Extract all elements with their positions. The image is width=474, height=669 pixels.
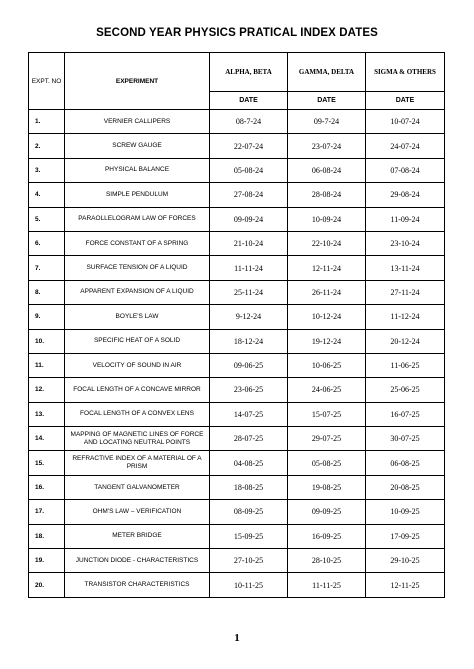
date-alpha-beta: 23-06-25	[210, 378, 288, 402]
practical-index-table	[28, 52, 445, 598]
date-gamma-delta: 22-10-24	[288, 231, 366, 255]
date-sigma-others: 06-08-25	[366, 451, 445, 475]
experiment-name: SCREW GAUGE	[65, 134, 210, 158]
table-row	[29, 378, 445, 402]
date-alpha-beta: 21-10-24	[210, 231, 288, 255]
table-row	[29, 524, 445, 548]
date-gamma-delta: 26-11-24	[288, 280, 366, 304]
expt-number: 9.	[29, 305, 65, 329]
page-title: SECOND YEAR PHYSICS PRATICAL INDEX DATES	[96, 27, 378, 39]
date-gamma-delta: 09-09-25	[288, 500, 366, 524]
page-number: 1	[234, 632, 240, 644]
table-row	[29, 110, 445, 134]
expt-number: 13.	[29, 402, 65, 426]
expt-number: 6.	[29, 231, 65, 255]
date-sigma-others: 13-11-24	[366, 256, 445, 280]
date-gamma-delta: 12-11-24	[288, 256, 366, 280]
date-gamma-delta: 16-09-25	[288, 524, 366, 548]
date-sigma-others: 10-07-24	[366, 110, 445, 134]
table-row	[29, 134, 445, 158]
date-gamma-delta: 29-07-25	[288, 427, 366, 451]
date-alpha-beta: 14-07-25	[210, 402, 288, 426]
expt-no-header: EXPT. NO	[29, 53, 65, 110]
expt-number: 7.	[29, 256, 65, 280]
expt-number: 20.	[29, 573, 65, 597]
table-row	[29, 500, 445, 524]
date-header: DATE	[288, 92, 366, 110]
date-gamma-delta: 24-06-25	[288, 378, 366, 402]
experiment-name: FOCAL LENGTH OF A CONCAVE MIRROR	[65, 378, 210, 402]
group-sigma-others-header: SIGMA & OTHERS	[366, 53, 445, 92]
expt-number: 5.	[29, 207, 65, 231]
date-alpha-beta: 18-12-24	[210, 329, 288, 353]
date-gamma-delta: 10-12-24	[288, 305, 366, 329]
date-alpha-beta: 04-08-25	[210, 451, 288, 475]
table-row	[29, 475, 445, 499]
date-gamma-delta: 09-7-24	[288, 110, 366, 134]
date-alpha-beta: 18-08-25	[210, 475, 288, 499]
date-header: DATE	[366, 92, 445, 110]
table-row	[29, 207, 445, 231]
expt-number: 18.	[29, 524, 65, 548]
date-sigma-others: 24-07-24	[366, 134, 445, 158]
date-gamma-delta: 19-08-25	[288, 475, 366, 499]
date-alpha-beta: 15-09-25	[210, 524, 288, 548]
date-sigma-others: 23-10-24	[366, 231, 445, 255]
table-row	[29, 353, 445, 377]
date-alpha-beta: 05-08-24	[210, 158, 288, 182]
table-row	[29, 183, 445, 207]
experiment-name: SIMPLE PENDULUM	[65, 183, 210, 207]
date-sigma-others: 10-09-25	[366, 500, 445, 524]
date-sigma-others: 16-07-25	[366, 402, 445, 426]
date-alpha-beta: 08-7-24	[210, 110, 288, 134]
group-alpha-beta-header: ALPHA, BETA	[210, 53, 288, 92]
experiment-name: PARAOLLELOGRAM LAW OF FORCES	[65, 207, 210, 231]
expt-number: 4.	[29, 183, 65, 207]
experiment-name: REFRACTIVE INDEX OF A MATERIAL OF A PRISM	[65, 451, 210, 475]
experiment-name: FOCAL LENGTH OF A CONVEX LENS	[65, 402, 210, 426]
date-sigma-others: 29-10-25	[366, 549, 445, 573]
date-alpha-beta: 27-08-24	[210, 183, 288, 207]
date-alpha-beta: 9-12-24	[210, 305, 288, 329]
experiment-name: VERNIER CALLIPERS	[65, 110, 210, 134]
date-alpha-beta: 09-06-25	[210, 353, 288, 377]
expt-number: 10.	[29, 329, 65, 353]
date-sigma-others: 17-09-25	[366, 524, 445, 548]
date-alpha-beta: 08-09-25	[210, 500, 288, 524]
experiment-name: SURFACE TENSION OF A LIQUID	[65, 256, 210, 280]
date-gamma-delta: 11-11-25	[288, 573, 366, 597]
date-sigma-others: 30-07-25	[366, 427, 445, 451]
date-alpha-beta: 27-10-25	[210, 549, 288, 573]
expt-number: 17.	[29, 500, 65, 524]
table-row	[29, 549, 445, 573]
date-sigma-others: 20-08-25	[366, 475, 445, 499]
experiment-header: EXPERIMENT	[65, 53, 210, 110]
expt-number: 19.	[29, 549, 65, 573]
experiment-name: PHYSICAL BALANCE	[65, 158, 210, 182]
date-gamma-delta: 05-08-25	[288, 451, 366, 475]
date-alpha-beta: 22-07-24	[210, 134, 288, 158]
experiment-name: APPARENT EXPANSION OF A LIQUID	[65, 280, 210, 304]
expt-number: 11.	[29, 353, 65, 377]
table-row	[29, 280, 445, 304]
table-row	[29, 256, 445, 280]
date-gamma-delta: 28-10-25	[288, 549, 366, 573]
expt-number: 2.	[29, 134, 65, 158]
date-header: DATE	[210, 92, 288, 110]
experiment-name: JUNCTION DIODE - CHARACTERISTICS	[65, 549, 210, 573]
date-sigma-others: 07-08-24	[366, 158, 445, 182]
date-alpha-beta: 28-07-25	[210, 427, 288, 451]
date-alpha-beta: 10-11-25	[210, 573, 288, 597]
expt-number: 14.	[29, 427, 65, 451]
expt-number: 16.	[29, 475, 65, 499]
table-row	[29, 451, 445, 475]
experiment-name: TANGENT GALVANOMETER	[65, 475, 210, 499]
date-alpha-beta: 09-09-24	[210, 207, 288, 231]
table-row	[29, 158, 445, 182]
experiment-name: METER BRIDGE	[65, 524, 210, 548]
expt-number: 8.	[29, 280, 65, 304]
date-gamma-delta: 23-07-24	[288, 134, 366, 158]
expt-number: 3.	[29, 158, 65, 182]
experiment-name: SPECIFIC HEAT OF A SOLID	[65, 329, 210, 353]
date-sigma-others: 11-06-25	[366, 353, 445, 377]
date-gamma-delta: 19-12-24	[288, 329, 366, 353]
table-row	[29, 231, 445, 255]
table-row	[29, 402, 445, 426]
experiment-name: MAPPING OF MAGNETIC LINES OF FORCE AND LOCATING NEUTRAL POINTS	[65, 427, 210, 451]
date-gamma-delta: 10-09-24	[288, 207, 366, 231]
experiment-name: VELOCITY OF SOUND IN AIR	[65, 353, 210, 377]
expt-number: 12.	[29, 378, 65, 402]
date-sigma-others: 25-06-25	[366, 378, 445, 402]
experiment-name: OHM'S LAW – VERIFICATION	[65, 500, 210, 524]
date-sigma-others: 12-11-25	[366, 573, 445, 597]
experiment-name: FORCE CONSTANT OF A SPRING	[65, 231, 210, 255]
date-sigma-others: 29-08-24	[366, 183, 445, 207]
date-sigma-others: 11-09-24	[366, 207, 445, 231]
experiment-name: BOYLE'S LAW	[65, 305, 210, 329]
date-sigma-others: 20-12-24	[366, 329, 445, 353]
date-gamma-delta: 28-08-24	[288, 183, 366, 207]
table-row	[29, 305, 445, 329]
date-gamma-delta: 10-06-25	[288, 353, 366, 377]
date-gamma-delta: 06-08-24	[288, 158, 366, 182]
date-alpha-beta: 25-11-24	[210, 280, 288, 304]
table-row	[29, 573, 445, 597]
date-sigma-others: 11-12-24	[366, 305, 445, 329]
table-row	[29, 427, 445, 451]
date-alpha-beta: 11-11-24	[210, 256, 288, 280]
expt-number: 15.	[29, 451, 65, 475]
group-gamma-delta-header: GAMMA, DELTA	[288, 53, 366, 92]
date-sigma-others: 27-11-24	[366, 280, 445, 304]
expt-number: 1.	[29, 110, 65, 134]
table-row	[29, 329, 445, 353]
date-gamma-delta: 15-07-25	[288, 402, 366, 426]
experiment-name: TRANSISTOR CHARACTERISTICS	[65, 573, 210, 597]
